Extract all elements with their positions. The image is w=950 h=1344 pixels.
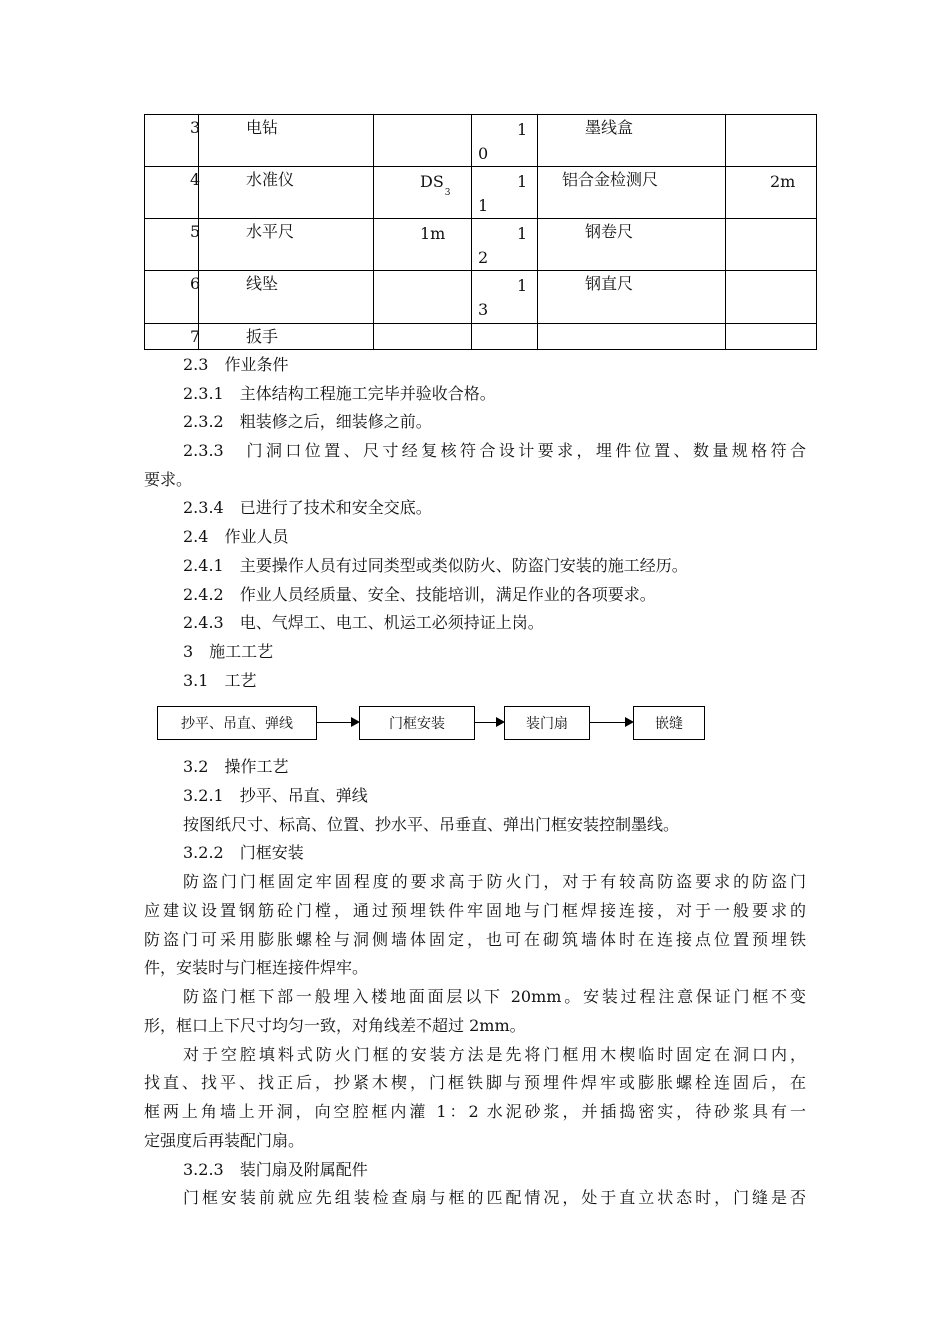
section-heading: 3.2 操作工艺 xyxy=(183,757,289,776)
table-cell xyxy=(420,172,451,198)
table-cell: 1 xyxy=(517,276,528,295)
section-heading: 3 施工工艺 xyxy=(183,642,274,661)
text-line: 2.4.1 主要操作人员有过同类型或类似防火、防盗门安装的施工经历。 xyxy=(183,556,688,575)
table-border xyxy=(144,166,817,167)
table-cell: 3 xyxy=(478,300,489,319)
table-cell: 钢直尺 xyxy=(585,274,634,293)
text-line: 件，安装时与门框连接件焊牢。 xyxy=(144,958,369,977)
text-line: 对于空腔填料式防火门框的安装方法是先将门框用木楔临时固定在洞口内， xyxy=(183,1045,806,1064)
text-line: 2.3.1 主体结构工程施工完毕并验收合格。 xyxy=(183,384,496,403)
section-heading: 3.2.1 抄平、吊直、弹线 xyxy=(183,786,368,805)
table-border xyxy=(144,218,817,219)
flow-step-box: 抄平、吊直、弹线 xyxy=(157,706,317,740)
text-line: 防盗门框下部一般埋入楼地面面层以下 20mm。安装过程注意保证门框不变 xyxy=(183,987,806,1006)
text-line: 应建议设置钢筋砼门樘，通过预埋铁件牢固地与门框焊接连接，对于一般要求的 xyxy=(144,901,806,920)
section-heading: 3.2.3 装门扇及附属配件 xyxy=(183,1160,368,1179)
table-border xyxy=(144,270,817,271)
table-cell: 4 xyxy=(190,170,201,189)
table-cell: 电钻 xyxy=(246,118,279,137)
text-line: 按图纸尺寸、标高、位置、抄水平、吊垂直、弹出门框安装控制墨线。 xyxy=(183,815,680,834)
text-line: 防盗门可采用膨胀螺栓与洞侧墙体固定，也可在砌筑墙体时在连接点位置预埋铁 xyxy=(144,930,806,949)
table-border xyxy=(471,114,472,350)
table-cell: 水准仪 xyxy=(246,170,295,189)
table-cell: 铝合金检测尺 xyxy=(562,170,659,189)
text-line: 2.4.3 电、气焊工、电工、机运工必须持证上岗。 xyxy=(183,613,544,632)
table-border xyxy=(144,114,817,115)
table-border xyxy=(144,323,817,324)
table-cell: 线坠 xyxy=(246,274,279,293)
flow-step-box: 门框安装 xyxy=(359,706,475,740)
text-line: 2.3.2 粗装修之后，细装修之前。 xyxy=(183,412,432,431)
table-cell: 1 xyxy=(517,224,528,243)
table-border xyxy=(144,114,145,350)
table-border xyxy=(816,114,817,350)
table-cell: 5 xyxy=(190,222,201,241)
table-cell: 2m xyxy=(770,172,796,191)
section-heading: 2.3 作业条件 xyxy=(183,355,289,374)
flow-arrow xyxy=(475,722,503,723)
text-line: 找直、找平、找正后，抄紧木楔，门框铁脚与预埋件焊牢或膨胀螺栓连固后，在 xyxy=(144,1073,806,1092)
table-cell: 7 xyxy=(190,327,201,346)
spec-subscript: 3 xyxy=(444,188,451,198)
table-border xyxy=(725,114,726,350)
text-line: 形，框口上下尺寸均匀一致，对角线差不超过 2mm。 xyxy=(144,1016,526,1035)
text-line: 2.3.4 已进行了技术和安全交底。 xyxy=(183,498,432,517)
table-cell: 扳手 xyxy=(246,327,279,346)
table-border xyxy=(373,114,374,350)
table-cell: 水平尺 xyxy=(246,222,295,241)
text-line: 2.4.2 作业人员经质量、安全、技能培训，满足作业的各项要求。 xyxy=(183,585,656,604)
text-line: 防盗门门框固定牢固程度的要求高于防火门，对于有较高防盗要求的防盗门 xyxy=(183,872,806,891)
flow-step-box: 嵌缝 xyxy=(633,706,705,740)
table-cell: 3 xyxy=(190,118,201,137)
equipment-table xyxy=(144,114,817,350)
flow-arrow xyxy=(317,722,358,723)
table-cell: 1m xyxy=(420,224,446,243)
text-line: 要求。 xyxy=(144,470,193,489)
flow-arrow xyxy=(590,722,632,723)
spec-text: DS xyxy=(420,172,444,191)
table-cell: 1 xyxy=(517,172,528,191)
table-border xyxy=(537,114,538,350)
table-cell: 6 xyxy=(190,274,201,293)
section-heading: 3.1 工艺 xyxy=(183,671,257,690)
text-line: 2.3.3 门洞口位置、尺寸经复核符合设计要求，埋件位置、数量规格符合 xyxy=(183,441,806,460)
section-heading: 3.2.2 门框安装 xyxy=(183,843,304,862)
table-border xyxy=(144,349,817,350)
table-cell: 2 xyxy=(478,248,489,267)
section-heading: 2.4 作业人员 xyxy=(183,527,289,546)
text-line: 门框安装前就应先组装检查扇与框的匹配情况，处于直立状态时，门缝是否 xyxy=(183,1188,806,1207)
text-line: 定强度后再装配门扇。 xyxy=(144,1131,305,1150)
table-cell: 1 xyxy=(517,120,528,139)
flow-step-box: 装门扇 xyxy=(504,706,590,740)
table-cell: 1 xyxy=(478,196,489,215)
table-cell: 0 xyxy=(478,144,489,163)
table-cell: 墨线盒 xyxy=(585,118,634,137)
table-cell: 钢卷尺 xyxy=(585,222,634,241)
text-line: 框两上角墙上开洞，向空腔框内灌 1：2 水泥砂浆，并插捣密实，待砂浆具有一 xyxy=(144,1102,806,1121)
